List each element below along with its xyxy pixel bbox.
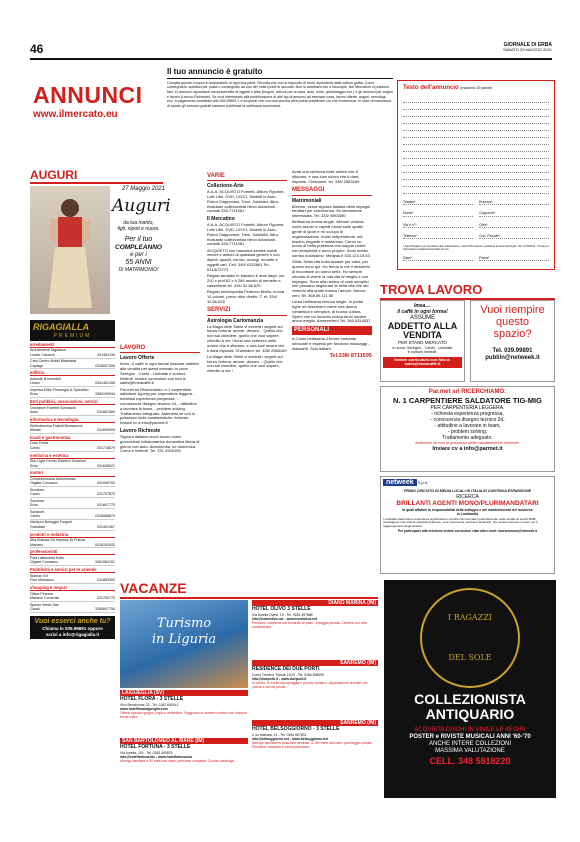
section-messaggi: MESSAGGI xyxy=(292,187,372,195)
listing-phone: 0316102933 xyxy=(95,542,115,547)
sub-astrologia: Astrologia Cartomanzia xyxy=(207,317,264,324)
sidebar-listing[interactable] xyxy=(30,591,115,602)
listing-place: Olgiate Comasco xyxy=(30,560,58,565)
sidebar-category[interactable]: Enti pubblici, associazioni, servizi xyxy=(30,398,115,405)
ad-60enne: 60enne, cerca signora italiana dello impegni familiari per convivenza. Se seriamente interessata. Tel. 333/ 4983350 xyxy=(292,203,371,219)
listing-name: Sun Light Centro Estetico Solarium xyxy=(30,459,86,464)
listing-phone: 3384647754 xyxy=(95,606,115,611)
listing-name: Elettrotecnica Fratelli Bernasconi xyxy=(30,423,83,428)
auguri-header xyxy=(30,168,163,184)
collezionista-phone[interactable]: CELL. 348 5818220 xyxy=(429,755,511,766)
sidebar-listing[interactable] xyxy=(30,487,115,498)
sidebar-category[interactable]: locali e gastronomia xyxy=(30,434,115,441)
sidebar-listing[interactable] xyxy=(30,555,115,566)
coupon-lines[interactable] xyxy=(403,96,549,194)
auguri-line3: Per il tuo xyxy=(124,235,153,243)
sidebar-listing[interactable] xyxy=(30,573,115,584)
promo-mail: scrivi a info@rigagialla.it xyxy=(45,631,100,637)
sidebar-category[interactable]: professionisti xyxy=(30,548,115,555)
tuo-annuncio-box xyxy=(167,67,393,109)
tuo-annuncio-text: Compila questo coupon in stampatello in ogni sua parte. Ricorda che non si risponde di errori dipendenti dalla cattiva grafia. Come consegnarlo: spedisci per posta o consegnalo ad uno dei nostri punti di raccolta. Non si accettano fax o fotocopie. Nel Mercatino si possono fare 12 annunci riguardanti compravendite di oggetti e altro (furgoni, articoli per la casa, auto, moto, giardinaggio ecc.) e gli annunci per auguri e lavoro (Lavoro-Richieste). Se vuoi interessato alla pubblicazione di altri tipi di annunci ad esempio casa, lavoro offerte, auguri, necrologi, ecc. a pagamento contattaci allo 039.99891 1 e scoprirai che con una piccola cifra potrai pubblicare ciò che ti interessa. In caso di mancanza di spazio gli annunci gratuiti saranno pubblicati la settimana successiva. xyxy=(167,80,393,108)
tuo-annuncio-title: Il tuo annuncio è gratuito xyxy=(167,67,393,79)
parmet-email[interactable]: Inviare cv a info@parmet.it xyxy=(432,445,503,452)
listing-place: Mariano xyxy=(30,542,43,547)
vuoi-riempire-ad[interactable]: Vuoi riempire questo spazio? Tel. 039.99891 publiin@netweek.it xyxy=(470,300,555,382)
listing-phone: 0341481456 xyxy=(95,381,115,386)
issue-date: SABATO 29 MAGGIO 2021 xyxy=(503,47,552,52)
ad-maga-2: La Maga delle Stelle vi svelerà i segreti sul futuro fortuna, amore, denaro... Quello che non sai chiedere, quello che vuoi sapere, chiedilo a me ! xyxy=(207,353,283,374)
listing-phone: 0316097306 xyxy=(95,363,115,368)
sidebar-listing[interactable] xyxy=(30,520,115,531)
woman-figure-icon xyxy=(30,186,110,314)
listing-place: Cantù xyxy=(30,513,40,518)
listing-name: Arredamenti Tagliabue xyxy=(30,348,66,353)
field-telefono[interactable]: Telefono* xyxy=(403,234,473,239)
annunci-title: ANNUNCI xyxy=(33,82,143,108)
auguri-line2: figli, nipoti e nuora. xyxy=(117,225,160,232)
vacanze-title: VACANZE xyxy=(120,580,187,596)
hotel-flora: LAIGUEGLIA (SV) HOTEL FLORA - 3 STELLE Vico Berninzone 23 - Tel. 0182 690141 www.hotelfloralaigueglia.com Offerte speciali giugno, luglio e settembre. Soggiorno in camera comfort con balcone fronte mare. xyxy=(120,690,247,720)
listing-phone: 3384199944 xyxy=(95,392,115,397)
listing-place: Cantù xyxy=(30,492,40,497)
sidebar-categories xyxy=(30,341,115,613)
section-servizi: SERVIZI xyxy=(207,307,287,315)
vacanze-header xyxy=(120,580,378,599)
sidebar-promo[interactable] xyxy=(30,616,115,639)
promo-title: Vuoi esserci anche tu? xyxy=(34,617,111,625)
field-firma[interactable]: Firma* xyxy=(479,256,549,261)
sub-lavoro-offerte: Lavoro Offerte xyxy=(120,355,155,362)
listing-place: Albiate xyxy=(30,427,41,432)
masthead xyxy=(503,42,552,53)
annunci-site[interactable]: www.ilmercato.eu xyxy=(33,109,118,120)
rigagialla-logo: RIGAGIALLA PREMIUM xyxy=(30,320,115,341)
sub-mercatino: Il Mercatino xyxy=(207,216,235,223)
listing-phone: 031640621 xyxy=(97,463,115,468)
ad-imea: Imea...il caffè in ogni forma! Assume addetto alla vendita per stand mercato in zona Seregno - Cantù - Limbiate e comuni limitrofi. Inviare curriculum con foto a: sales@imeacaffe.it xyxy=(120,361,199,386)
section-personali: PERSONALI xyxy=(292,326,372,335)
auguri-word: Auguri xyxy=(112,196,171,217)
listing-place: Lurate Caccivio xyxy=(30,352,55,357)
auguri-line4: COMPLEANNO xyxy=(115,243,162,251)
imea-ad: Imea.... il caffè in ogni forma! ASSUME ADDETTO ALLA VENDITA PER STAND MERCATO in zona: Seregno - Cantù - Limbiate e comuni limitrofi. Inviare curriculum con foto a: sales@imeacaffe.it xyxy=(380,300,465,382)
ad-parmet: Par.met srl Ricerchiamo: n.1 carpentiere saldatore tig-mig per carpenteria leggera - richiesta esperienza pregressa, - conoscenza disegno tecnico 2d, - attitudine a lavorare in team, - problem solving. Trattamento adeguato. Astenersi se non in possesso delle caratteristiche richieste. Inviare cv a info@parmet.it xyxy=(120,386,197,426)
listing-name: Vanityou Noleggio Furgoni xyxy=(30,520,73,525)
listing-name: Alta Brianza Srl Imprese Di Pulizia xyxy=(30,538,85,543)
netweek-email[interactable]: Per partecipare alla selezione inviare curriculum vitae alla e-mail: risorseumane@netweek.it xyxy=(398,529,537,534)
field-cognome[interactable]: Cognome* xyxy=(479,211,549,216)
listing-phone: 3461084781 xyxy=(95,560,115,565)
sidebar-category[interactable]: informatica e tecnologia xyxy=(30,416,115,423)
auguri-line1: da tua marito, xyxy=(123,219,154,226)
listing-phone: 031647775 xyxy=(97,503,115,508)
listing-place: Cantù xyxy=(30,445,40,450)
listing-place: Lesco xyxy=(30,381,40,386)
sidebar-listing[interactable] xyxy=(30,376,115,387)
column-lavoro xyxy=(120,342,200,456)
ad-acquisto: ACQUISTO con massima serietà mobili vecchi e antichi di qualsiasi genere e con dipinti, quadri, cornici, orologi, monete e oggetti vari. Cell. 349/ 6125861 Tel. 031/673773 xyxy=(207,247,280,272)
sidebar-listing[interactable] xyxy=(30,477,115,488)
listing-name: Dolci Festa xyxy=(30,441,48,446)
promo-phone: Chiama lo 039.99891 oppure xyxy=(42,626,103,632)
listing-place: Erba xyxy=(30,463,38,468)
sidebar-listing[interactable] xyxy=(30,348,115,359)
listing-phone: 0316988879 xyxy=(95,513,115,518)
sidebar-listing[interactable] xyxy=(30,459,115,470)
auguri-photo xyxy=(30,186,110,314)
vuoi-tel: Tel. 039.99891 xyxy=(492,348,533,355)
listing-name: Spazio Verde Sas xyxy=(30,602,59,607)
ad-maga-cont: Avrai una certezza nelle ombre che ti sfiorano, e una luce sicura che ti darà risposta. Chiamami: tel. 338/ 2583169 xyxy=(292,169,360,184)
paper-name: GIORNALE DI ERBA xyxy=(503,42,552,48)
auguri-date: 27 Maggio 2021 xyxy=(121,186,165,192)
field-citta[interactable]: Città* xyxy=(479,223,549,228)
field-codfiscale[interactable]: Cod. Fiscale* xyxy=(479,234,549,239)
section-varie: VARIE xyxy=(207,173,287,181)
ad-fumetti-1: A.A.A. ACQUISTO Fumetti, Album Figurine, Lotti Libri, DVD, LEGO, Modelli in Auto, Robot Giapponesi, Treni, Soldatini, Altro, rivalutato collezionista rilevo dotazione - contatti 328-7711081 xyxy=(207,189,285,214)
sidebar-listing[interactable] xyxy=(30,602,115,613)
field-testata[interactable]: Testata* xyxy=(403,200,473,205)
column-varie xyxy=(207,170,287,376)
listing-name: Aziende B.Immobili xyxy=(30,377,61,382)
field-data[interactable]: Data* xyxy=(403,256,473,261)
column-messaggi xyxy=(292,170,372,360)
listing-place: Olgiate Comasco xyxy=(30,481,58,486)
hotel-olivo: DIANO MARINA (IM) HOTEL OLIVO 3 STELLE Via Aurelia Ovest, 19 - Tel. 0183 497888 info@hotelolivo.net - www.hotelolivo.net Pensione completa con bevande ai pasti - spiaggia privata. Camere con aria condizionata. xyxy=(252,600,376,630)
listing-phone: 031707879 xyxy=(97,492,115,497)
listing-name: Cam Centro Mobili Materassi xyxy=(30,359,77,364)
residence-due-porti: SANREMO (IM) RESIDENCE DEI DUE PORTI Corso Trento e Trieste 21/23 - Tel. 0184 508599 info@dueporti.it - www.dueporti.it In centro, di fronte alla spiaggia e al porto turistico. Appartamenti arredati con cucina e servizi privati. xyxy=(252,660,376,690)
sidebar-category[interactable]: arredamenti xyxy=(30,341,115,348)
sidebar-category[interactable]: Pubblicità e servizi per le aziende xyxy=(30,566,115,573)
listing-phone: 031451467 xyxy=(97,524,115,529)
auguri-message xyxy=(112,186,171,274)
ad-fumetti-2: A.A.A. ACQUISTO Fumetti, Album Figurine, Lotti Libri, DVD, LEGO, Modelli in Auto, Robot Giapponesi, Treni, Soldatini, Altro, rivalutato collezionista rilevo dotazione - contatti 328-7711081 xyxy=(207,222,285,247)
page-number: 46 xyxy=(30,42,44,56)
parmet-ad: Par.met srl RICERCHIAMO: N. 1 CARPENTIERE SALDATORE TIG-MIG PER CARPENTERIA LEGGERA. - richiesta esperienza pregressa, - conoscenza disegno tecnico 2d, - attitudine a lavorare in team, - problem solving. Trattamento adeguato. Astenersi se non in possesso delle caratteristiche richieste. Inviare cv a info@parmet.it xyxy=(380,386,555,472)
listing-phone: 031481135 xyxy=(97,352,115,357)
listing-place: Fino Mornasco xyxy=(30,578,54,583)
imea-email-box[interactable]: Inviare curriculum con foto a: sales@imeacaffe.it xyxy=(383,357,462,369)
listing-name: Impresa Edile Pessorgia & Spreafico xyxy=(30,387,89,392)
listing-place: Erba xyxy=(30,392,38,397)
sidebar-listing[interactable] xyxy=(30,423,115,434)
auguri-line7: DI MATRIMONIO! xyxy=(118,267,159,274)
ad-maga-1: La Maga delle Stelle vi svelerà i segreti sul futuro fortuna, amore, denaro... Quello che non sai chiedere, quello che vuoi sapere, chiedilo a me ! Avrai una certezza nelle ombre che ti sfiorano, e una luce sicura che ti darà risposta. Chiamami: tel. 338/ 2583169 xyxy=(207,323,287,353)
annunci-logo xyxy=(33,84,158,121)
listing-name: Concessionaria Autorimessa xyxy=(30,477,76,482)
coupon-title: Testo dell'annuncio xyxy=(403,85,459,91)
listing-name: Sunstore xyxy=(30,509,45,514)
auguri-line5: e per i xyxy=(130,251,147,258)
sidebar-listing[interactable] xyxy=(30,359,115,370)
coupon-form xyxy=(397,80,555,270)
header-rule xyxy=(30,58,552,60)
listing-place: Capiago xyxy=(30,363,44,368)
listing-phone: 031716879 xyxy=(97,445,115,450)
trova-title: TROVA LAVORO xyxy=(380,282,483,297)
listing-place: Grandate xyxy=(30,524,45,529)
listing-name: Sunstore xyxy=(30,498,45,503)
ad-gilda: Gilda. Nella vita nulla accade per caso, per questo sono qui. Ho fermo in me il desiderio di incontrare un uomo serio. Ho sempre cercato di vivere la mia vita al meglio e con impegno. Sono alla ricerca di cose semplici che possano migliorare la bella vita che sto vivendo alla quale manca l'amore. Amore-vero Tel. 368.89.111.55 xyxy=(292,259,371,298)
listing-phone: 031750779 xyxy=(97,596,115,601)
sidebar-listing[interactable] xyxy=(30,441,115,452)
sidebar-category[interactable]: motori xyxy=(30,469,115,476)
ad-signora: Signora italiana cerca lavoro come governante collaboratrice domestica libera di giorno con auto. Automunita, no domenica. Como e limitrofi. Tel. 331 2905108. xyxy=(120,434,200,454)
sidebar-listing[interactable] xyxy=(30,387,115,398)
trova-header xyxy=(380,282,555,300)
sidebar-category[interactable]: prodotti e industria xyxy=(30,531,115,538)
sun-logo-icon: I RAGAZZI DEL SOLE xyxy=(420,588,520,688)
field-rubrica[interactable]: Rubrica* xyxy=(479,200,549,205)
field-nome[interactable]: Nome* xyxy=(403,211,473,216)
sub-lavoro-richieste: Lavoro Richieste xyxy=(120,428,161,435)
sidebar-listing[interactable] xyxy=(30,538,115,549)
ad-armadio: Regalo armadio in frassino 6 ante largh. cm 292 x prof 62 x h 266 munito di servetto e cassettiere tel. 334/ 32.56.625 xyxy=(207,273,285,288)
listing-phone: 031883393 xyxy=(97,578,115,583)
coupon-privacy: * dati obbligatori per procedere alla pubblicazione. I dati NON saranno pubblicati ai sensi del Regol. UE n.679/2016 - Privacy la informativa completa disponibile sul sito xyxy=(403,244,549,252)
coupon-note: (massimo 20 parole) xyxy=(460,86,493,90)
turismo-liguria-image: Turismo in Liguria xyxy=(120,600,248,688)
netweek-logo: netweek xyxy=(383,479,417,486)
vuoi-mail: publiin@netweek.it xyxy=(485,355,540,362)
auguri-line6: 55 ANNI xyxy=(125,258,152,266)
sidebar-category[interactable]: edilizia xyxy=(30,369,115,376)
listing-place: Erba xyxy=(30,503,38,508)
ad-bellissima: Bellissima donna single, 48enne vedova, occhi azzurri e capelli mossi sulle spalle, gente di sport e mi occupo di organizzazione, molto indipendente, dal fascino irrigante e misterioso. Cerco un uomo di bella presenza che sappia vivere con semplicità e amor proprio. Sono snella, sorriso dolcissimo. Medyas.it 333.123.15.63 xyxy=(292,219,370,259)
sub-collezione: Collezione-Arte xyxy=(207,183,244,190)
listing-phone: 031681569 xyxy=(97,410,115,415)
listing-name: Sidman Srl xyxy=(30,573,48,578)
hotel-belsoggiorno: SANREMO (IM) HOTEL BELSOGGIORNO - 3 STELLE C.so Matuzia, 41 - Tel. 0184 667631 info@belsoggiorno.net - www.belsoggiorno.net Albergo familiare in posizione centrale, a 150 metri dal mare, parcheggio privato. Pensione completa o mezza pensione. xyxy=(252,720,376,750)
listing-phone: 031940763 xyxy=(97,481,115,486)
listing-phone: 031695009 xyxy=(97,427,115,432)
sub-matrimoniali: Matrimoniali xyxy=(292,197,322,204)
listing-name: Sunstore xyxy=(30,487,45,492)
ad-laura: Laura bellissima vedova single. In podre righe mi descriverò come una donna romantica e semplice, di buona cultura. Spero che un incontro possa farmi sentire ancor meglio. Amoreevero Tel. 346.5314637 xyxy=(292,299,371,324)
sidebar-listing[interactable] xyxy=(30,405,115,416)
listing-place: Asso xyxy=(30,410,38,415)
ad-como: A Como bellissima 23enne orientale, sensuale e esperta per favolose massaggi - rilassanti. Solo italiani. xyxy=(292,336,370,351)
field-via[interactable]: Via e n°* xyxy=(403,223,473,228)
sidebar-category[interactable]: shopping e negozi xyxy=(30,584,115,591)
listing-place: Cantù xyxy=(30,606,40,611)
ad-como-tel: Tel.338/ 8711595 xyxy=(329,353,372,360)
listing-place: Mariano Comense xyxy=(30,596,60,601)
hotel-fortuna: SAN BARTOLOMEO AL MARE (IM) HOTEL FORTUNA - 3 STELLE Via Aurelia, 119 - Tel. 0183 400875 info@hotelfortuna.biz - www.hotelfortuna.biz Albergo familiare a 50 metri dal mare, pensione completa. Cucina casalinga. xyxy=(120,738,248,763)
sidebar-listing[interactable] xyxy=(30,498,115,509)
listing-name: Ottica Primma xyxy=(30,591,53,596)
sidebar-listing[interactable] xyxy=(30,509,115,520)
netweek-ad: netweek S.p.A. PRIMO CIRCUITO DI MEDIA LOCALI IN ITALIA IN CONTINUA ESPANSIONE RICERCA BRILLANTI AGENTI MONO/PLURIMANDATARI ai quali affidare la responsabilità della sviluppo e del mantenimento del business in Lombardia I candidati ideali hanno esperienza significativa in ambito commerciale (preferibilmente nelle vendite di servizi B2B), posseggono una propria capacità di ascolto, sono fortemente motivati e ambiziosi, che amano lavorare in team per il raggiungimento degli obiettivi. Per partecipare alla selezione inviare curriculum vitae alla e-mail: risorseumane@netweek.it xyxy=(380,476,555,574)
listing-name: Riza Lattonieria Edile xyxy=(30,556,64,561)
auguri-title: AUGURI xyxy=(30,168,78,182)
sidebar-category[interactable]: medicina e estetica xyxy=(30,452,115,459)
listing-name: Onoranze Funebri Somaschi xyxy=(30,405,76,410)
section-lavoro: LAVORO xyxy=(120,345,200,353)
ad-enciclopedia: Regalo enciclopedia Federico Motta, nuova 14 volumi, prevo ritiro diretto. T. el. 334/ 32.56.625 xyxy=(207,289,284,304)
collezionista-ad: I RAGAZZI DEL SOLE COLLEZIONISTA ANTIQUARIO ACQUISTA DISCHI IN VINILE LP 45 GIRI POSTER e RIVISTE MUSICALI ANNI '60-'70 ANCHE INTERE COLLEZIONI MASSIMA VALUTAZIONE CELL. 348 5818220 xyxy=(384,580,556,798)
rigagialla-sidebar xyxy=(30,320,115,639)
